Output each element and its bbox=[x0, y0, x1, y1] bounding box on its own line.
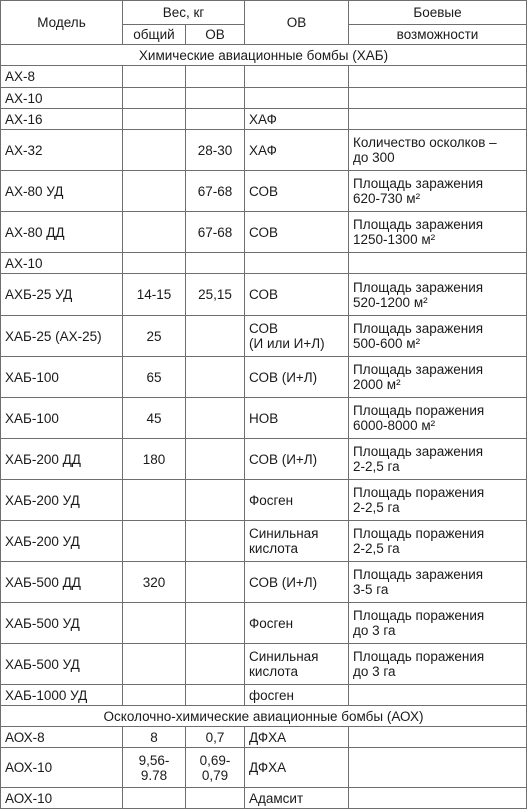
cell-model: АХ-10 bbox=[1, 88, 123, 109]
section-header-row bbox=[1, 45, 527, 66]
cell-agent-weight bbox=[186, 480, 245, 521]
header-combat: Боевые bbox=[349, 1, 527, 25]
cell-agent: Фосген bbox=[245, 480, 349, 521]
cell-agent-weight bbox=[186, 316, 245, 357]
cell-agent-weight: 67-68 bbox=[186, 171, 245, 212]
header-row-1 bbox=[1, 1, 527, 25]
cell-agent-weight bbox=[186, 685, 245, 706]
table-row bbox=[1, 171, 527, 212]
cell-agent bbox=[245, 88, 349, 109]
cell-total bbox=[123, 480, 186, 521]
cell-model: АОХ-8 bbox=[1, 727, 123, 748]
cell-capabilities: Площадь заражения 2000 м² bbox=[349, 357, 527, 398]
cell-agent: ДФХА bbox=[245, 748, 349, 788]
cell-agent-weight: 0,69- 0,79 bbox=[186, 748, 245, 788]
cell-capabilities: Площадь заражения 2-2,5 га bbox=[349, 439, 527, 480]
table-row bbox=[1, 727, 527, 748]
cell-total bbox=[123, 171, 186, 212]
cell-total bbox=[123, 66, 186, 88]
cell-model: ХАБ-500 ДД bbox=[1, 562, 123, 603]
cell-capabilities: Площадь поражения 2-2,5 га bbox=[349, 480, 527, 521]
cell-total: 180 bbox=[123, 439, 186, 480]
header-weight: Вес, кг bbox=[123, 1, 245, 25]
cell-model: АХ-10 bbox=[1, 253, 123, 274]
cell-capabilities bbox=[349, 788, 527, 809]
cell-agent: Адамсит bbox=[245, 788, 349, 809]
cell-model: ХАБ-200 ДД bbox=[1, 439, 123, 480]
cell-total bbox=[123, 212, 186, 253]
cell-model: ХАБ-100 bbox=[1, 357, 123, 398]
table-row bbox=[1, 748, 527, 788]
cell-total bbox=[123, 109, 186, 130]
table-row bbox=[1, 603, 527, 644]
cell-agent: СОВ (И или И+Л) bbox=[245, 316, 349, 357]
cell-capabilities: Площадь поражения 2-2,5 га bbox=[349, 521, 527, 562]
cell-capabilities: Площадь заражения 500-600 м² bbox=[349, 316, 527, 357]
cell-agent: Синильная кислота bbox=[245, 644, 349, 685]
section-title-aox: Осколочно-химические авиационные бомбы (АОХ) bbox=[1, 706, 527, 727]
cell-total: 65 bbox=[123, 357, 186, 398]
cell-model: АОХ-10 bbox=[1, 748, 123, 788]
cell-model: АХ-80 УД bbox=[1, 171, 123, 212]
cell-total: 320 bbox=[123, 562, 186, 603]
table-body bbox=[1, 45, 527, 809]
cell-total: 8 bbox=[123, 727, 186, 748]
cell-agent-weight bbox=[186, 562, 245, 603]
table-row bbox=[1, 88, 527, 109]
cell-agent: Фосген bbox=[245, 603, 349, 644]
cell-total: 14-15 bbox=[123, 274, 186, 316]
cell-agent: ХАФ bbox=[245, 109, 349, 130]
header-total: общий bbox=[123, 25, 186, 45]
cell-model: АХ-80 ДД bbox=[1, 212, 123, 253]
cell-model: АХ-8 bbox=[1, 66, 123, 88]
cell-model: ХАБ-200 УД bbox=[1, 521, 123, 562]
cell-agent-weight: 25,15 bbox=[186, 274, 245, 316]
cell-agent-weight bbox=[186, 788, 245, 809]
cell-capabilities bbox=[349, 88, 527, 109]
cell-agent-weight bbox=[186, 253, 245, 274]
table-row bbox=[1, 316, 527, 357]
cell-capabilities bbox=[349, 727, 527, 748]
cell-agent: СОВ (И+Л) bbox=[245, 357, 349, 398]
table-row bbox=[1, 521, 527, 562]
cell-total bbox=[123, 788, 186, 809]
table-row bbox=[1, 644, 527, 685]
table-row bbox=[1, 253, 527, 274]
cell-total: 45 bbox=[123, 398, 186, 439]
cell-total: 9,56- 9.78 bbox=[123, 748, 186, 788]
header-capabilities: возможности bbox=[349, 25, 527, 45]
table-row bbox=[1, 685, 527, 706]
cell-model: АХБ-25 УД bbox=[1, 274, 123, 316]
cell-agent: СОВ (И+Л) bbox=[245, 562, 349, 603]
cell-agent-weight: 67-68 bbox=[186, 212, 245, 253]
cell-total bbox=[123, 521, 186, 562]
table-row bbox=[1, 788, 527, 809]
table-row bbox=[1, 212, 527, 253]
cell-agent: Синильная кислота bbox=[245, 521, 349, 562]
cell-capabilities: Площадь заражения 1250-1300 м² bbox=[349, 212, 527, 253]
cell-agent: СОВ bbox=[245, 212, 349, 253]
header-model: Модель bbox=[1, 1, 123, 45]
cell-agent: ДФХА bbox=[245, 727, 349, 748]
cell-capabilities bbox=[349, 748, 527, 788]
cell-agent bbox=[245, 66, 349, 88]
cell-agent: СОВ bbox=[245, 171, 349, 212]
header-agent: ОВ bbox=[245, 1, 349, 45]
cell-total bbox=[123, 644, 186, 685]
cell-model: ХАБ-100 bbox=[1, 398, 123, 439]
cell-total bbox=[123, 130, 186, 171]
cell-agent-weight bbox=[186, 88, 245, 109]
cell-agent: ХАФ bbox=[245, 130, 349, 171]
table-row bbox=[1, 562, 527, 603]
cell-agent-weight bbox=[186, 66, 245, 88]
cell-total bbox=[123, 253, 186, 274]
cell-model: ХАБ-500 УД bbox=[1, 603, 123, 644]
cell-agent: фосген bbox=[245, 685, 349, 706]
cell-capabilities: Площадь поражения 6000-8000 м² bbox=[349, 398, 527, 439]
cell-agent-weight bbox=[186, 357, 245, 398]
cell-agent-weight bbox=[186, 644, 245, 685]
cell-agent-weight: 28-30 bbox=[186, 130, 245, 171]
section-title-xab: Химические авиационные бомбы (ХАБ) bbox=[1, 45, 527, 66]
cell-capabilities: Количество осколков – до 300 bbox=[349, 130, 527, 171]
cell-capabilities: Площадь заражения 520-1200 м² bbox=[349, 274, 527, 316]
cell-capabilities: Площадь заражения 3-5 га bbox=[349, 562, 527, 603]
cell-capabilities bbox=[349, 109, 527, 130]
cell-agent: СОВ (И+Л) bbox=[245, 439, 349, 480]
cell-agent: НОВ bbox=[245, 398, 349, 439]
cell-capabilities bbox=[349, 685, 527, 706]
table-row bbox=[1, 109, 527, 130]
table-row bbox=[1, 130, 527, 171]
cell-total bbox=[123, 685, 186, 706]
cell-agent-weight bbox=[186, 398, 245, 439]
cell-capabilities: Площадь поражения до 3 га bbox=[349, 644, 527, 685]
cell-model: АХ-32 bbox=[1, 130, 123, 171]
cell-model: ХАБ-1000 УД bbox=[1, 685, 123, 706]
cell-capabilities: Площадь поражения до 3 га bbox=[349, 603, 527, 644]
table-row bbox=[1, 357, 527, 398]
cell-agent bbox=[245, 253, 349, 274]
cell-total bbox=[123, 88, 186, 109]
cell-agent-weight bbox=[186, 521, 245, 562]
cell-capabilities bbox=[349, 66, 527, 88]
cell-agent-weight bbox=[186, 603, 245, 644]
cell-agent-weight bbox=[186, 439, 245, 480]
cell-model: ХАБ-200 УД bbox=[1, 480, 123, 521]
section-header-row bbox=[1, 706, 527, 727]
cell-total bbox=[123, 603, 186, 644]
table-row bbox=[1, 66, 527, 88]
cell-model: ХАБ-25 (АХ-25) bbox=[1, 316, 123, 357]
table-row bbox=[1, 439, 527, 480]
cell-agent-weight bbox=[186, 109, 245, 130]
table-row bbox=[1, 398, 527, 439]
cell-model: АОХ-10 bbox=[1, 788, 123, 809]
cell-agent: СОВ bbox=[245, 274, 349, 316]
cell-capabilities: Площадь заражения 620-730 м² bbox=[349, 171, 527, 212]
cell-capabilities bbox=[349, 253, 527, 274]
table-row bbox=[1, 480, 527, 521]
cell-model: АХ-16 bbox=[1, 109, 123, 130]
table-row bbox=[1, 274, 527, 316]
header-agent-weight: ОВ bbox=[186, 25, 245, 45]
cell-agent-weight: 0,7 bbox=[186, 727, 245, 748]
cell-total: 25 bbox=[123, 316, 186, 357]
cell-model: ХАБ-500 УД bbox=[1, 644, 123, 685]
